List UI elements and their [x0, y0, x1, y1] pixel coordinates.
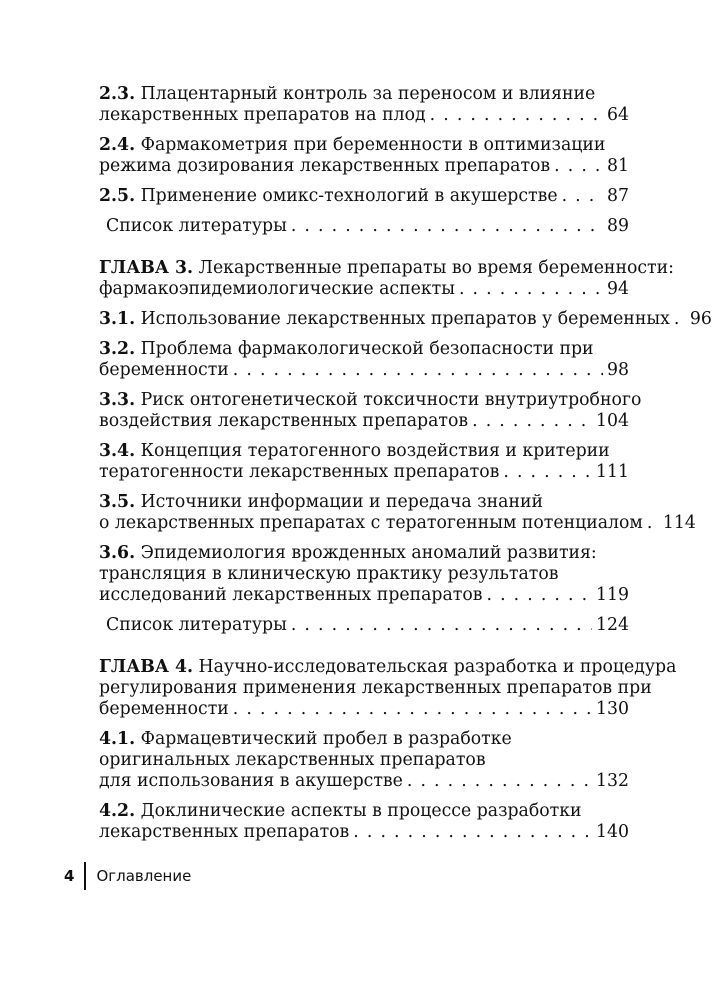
- toc-entry[interactable]: [99, 492, 696, 534]
- toc-page-number: 96: [689, 309, 712, 329]
- toc-entry-title: регулирования применения лекарственных препаратов при: [99, 678, 652, 698]
- toc-entry-title: беременности: [99, 360, 229, 380]
- toc-entry-line: [99, 750, 629, 771]
- toc-entry-title: исследований лекарственных препаратов: [99, 585, 483, 605]
- toc-entry-line: [99, 156, 629, 177]
- toc-entry[interactable]: [99, 441, 629, 483]
- toc-page-number: 81: [607, 156, 629, 176]
- dot-leader: [430, 105, 603, 126]
- toc-entry-line: [99, 135, 629, 156]
- toc-page-number: 64: [607, 105, 629, 125]
- toc-entry-line: [99, 513, 696, 534]
- dot-leader: [487, 585, 593, 606]
- toc-chapter-entry[interactable]: [99, 657, 677, 720]
- dot-leader: [472, 411, 592, 432]
- toc-entry-line: [99, 801, 629, 822]
- toc-entry-line: [99, 339, 629, 360]
- toc-page-number: 130: [596, 699, 629, 719]
- dot-leader: [291, 615, 592, 636]
- toc-entry-number: 3.5.: [99, 492, 136, 512]
- toc-entry-line: [99, 279, 629, 300]
- toc-entry-line: [99, 657, 677, 678]
- toc-entry-title: Источники информации и передача знаний: [140, 492, 544, 512]
- dot-leader: [233, 699, 592, 720]
- toc-entry-title: беременности: [99, 699, 229, 719]
- toc-entry-title: воздействия лекарственных препаратов: [99, 411, 469, 431]
- page-footer: [64, 862, 191, 890]
- toc-entry-title: Лекарственные препараты во время беременности:: [198, 258, 674, 278]
- toc-entry[interactable]: [99, 339, 629, 381]
- dot-leader: [233, 360, 603, 381]
- toc-entry-line: [99, 186, 629, 207]
- toc-entry-line: [99, 441, 629, 462]
- toc-entry-title: Список литературы: [106, 615, 287, 635]
- toc-page-number: 124: [596, 615, 629, 635]
- toc-entry-line: [99, 84, 629, 105]
- toc-entry-number: 4.1.: [99, 729, 136, 749]
- toc-entry-title: Использование лекарственных препаратов у беременных: [140, 309, 670, 329]
- footer-page-number: 4: [64, 867, 75, 885]
- toc-entry-title: Научно-исследовательская разработка и процедура: [198, 657, 677, 677]
- toc-entry-title: режима дозирования лекарственных препаратов: [99, 156, 551, 176]
- toc-page-number: 98: [607, 360, 629, 380]
- toc-entry-title: фармакоэпидемиологические аспекты: [99, 279, 455, 299]
- toc-entry-line: [99, 564, 629, 585]
- dot-leader: [503, 462, 592, 483]
- toc-entry-line: [99, 822, 629, 843]
- toc-entry[interactable]: [99, 801, 629, 843]
- toc-page-number: 87: [607, 186, 629, 206]
- toc-entry[interactable]: [99, 135, 629, 177]
- toc-entry-title-line: [99, 186, 558, 207]
- toc-entry-title: трансляция в клиническую практику результатов: [99, 564, 559, 584]
- toc-entry-title: лекарственных препаратов на плод: [99, 105, 426, 125]
- toc-entry[interactable]: [99, 390, 642, 432]
- toc-entry-references[interactable]: [106, 216, 629, 237]
- toc-entry[interactable]: [99, 309, 712, 330]
- toc-entry[interactable]: [99, 84, 629, 126]
- toc-page-number: 140: [596, 822, 629, 842]
- toc-entry-references[interactable]: [106, 615, 629, 636]
- toc-entry[interactable]: [99, 729, 629, 792]
- toc-chapter-number: ГЛАВА 3.: [99, 258, 194, 278]
- toc-entry-number: 2.3.: [99, 84, 136, 104]
- toc-entry-line: [99, 678, 652, 699]
- toc-page-number: 114: [662, 513, 696, 533]
- toc-entry-number: 3.4.: [99, 441, 136, 461]
- toc-entry-line: [106, 216, 629, 237]
- dot-leader: [291, 216, 603, 237]
- toc-entry-line: [99, 543, 629, 564]
- toc-entry-title: Эпидемиология врожденных аномалий развития:: [140, 543, 597, 563]
- toc-page-number: 89: [607, 216, 629, 236]
- toc-entry-number: 3.6.: [99, 543, 136, 563]
- toc-entry-title: Проблема фармакологической безопасности при: [140, 339, 594, 359]
- toc-entry-number: 3.2.: [99, 339, 136, 359]
- toc-entry-title: для использования в акушерстве: [99, 771, 403, 791]
- toc-entry-title: о лекарственных препаратах с тератогенным потенциалом: [99, 513, 643, 533]
- dot-leader: [674, 309, 686, 330]
- dot-leader: [407, 771, 592, 792]
- toc-entry-line: [99, 258, 674, 279]
- toc-entry-line: [106, 615, 629, 636]
- toc-entry-line: [99, 585, 629, 606]
- dot-leader: [353, 822, 592, 843]
- toc-entry-title-line: [99, 309, 670, 330]
- toc-entry-line: [99, 309, 712, 330]
- toc-entry-number: 4.2.: [99, 801, 136, 821]
- toc-chapter-number: ГЛАВА 4.: [99, 657, 194, 677]
- toc-entry-number: 3.1.: [99, 309, 136, 329]
- toc-entry-title: оригинальных лекарственных препаратов: [99, 750, 486, 770]
- toc-entry-title: Доклинические аспекты в процессе разработки: [140, 801, 582, 821]
- toc-entry[interactable]: [99, 543, 629, 606]
- toc-entry-line: [99, 462, 629, 483]
- toc-entry-title: тератогенности лекарственных препаратов: [99, 462, 500, 482]
- toc-entry-line: [99, 492, 629, 513]
- toc-entry-title: Плацентарный контроль за переносом и влияние: [140, 84, 596, 104]
- toc-entry-title: лекарственных препаратов: [99, 822, 350, 842]
- toc-entry-title: Применение омикс-технологий в акушерстве: [140, 186, 558, 206]
- toc-entry-title: Список литературы: [106, 216, 287, 236]
- toc-entry-number: 3.3.: [99, 390, 136, 410]
- toc-page-number: 104: [596, 411, 629, 431]
- footer-section-title: Оглавление: [96, 867, 192, 885]
- toc-entry-line: [99, 411, 629, 432]
- toc-entry-number: 2.5.: [99, 186, 136, 206]
- toc-entry-line: [99, 390, 642, 411]
- toc-entry-line: [99, 699, 629, 720]
- toc-page-number: 132: [596, 771, 629, 791]
- dot-leader: [554, 156, 603, 177]
- dot-leader: [459, 279, 603, 300]
- toc-entry-title: Риск онтогенетической токсичности внутриутробного: [140, 390, 642, 410]
- table-of-contents: [0, 84, 718, 852]
- toc-entry-title: Концепция тератогенного воздействия и критерии: [140, 441, 610, 461]
- toc-entry-line: [99, 105, 629, 126]
- toc-page-number: 111: [596, 462, 629, 482]
- toc-entry-title: Фармакометрия при беременности в оптимизации: [140, 135, 606, 155]
- toc-entry-title: Фармацевтический пробел в разработке: [140, 729, 512, 749]
- toc-page-number: 94: [607, 279, 629, 299]
- toc-entry-line: [99, 771, 629, 792]
- toc-entry-line: [99, 360, 629, 381]
- toc-chapter-entry[interactable]: [99, 258, 674, 300]
- toc-page-number: 119: [596, 585, 629, 605]
- toc-entry[interactable]: [99, 186, 629, 207]
- toc-entry-line: [99, 729, 629, 750]
- dot-leader: [647, 513, 659, 534]
- toc-entry-number: 2.4.: [99, 135, 136, 155]
- dot-leader: [562, 186, 603, 207]
